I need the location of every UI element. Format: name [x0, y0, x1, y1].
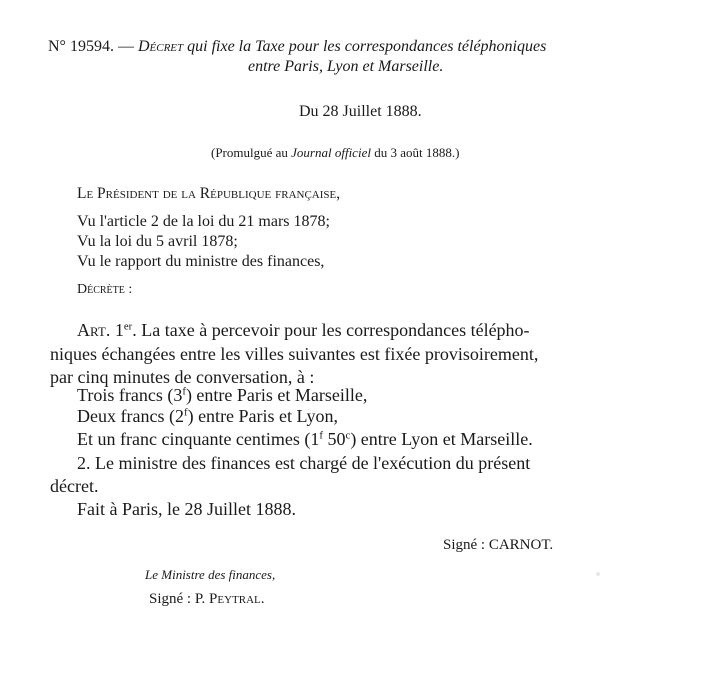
tariff-text: 50 [323, 429, 346, 449]
tariff-text: Deux francs (2 [77, 406, 184, 426]
tariff-text: Trois francs (3 [77, 385, 183, 405]
decree-word: Décret [137, 38, 184, 55]
decree-title-line-1 [48, 38, 546, 56]
tariff-sup: f [183, 406, 188, 419]
tariff-sup: f [182, 385, 186, 398]
tariff-paris-marseille [77, 385, 367, 406]
tariff-paris-lyon [77, 406, 338, 427]
decrete-heading: Décrète : [77, 282, 133, 297]
signature-peytral [149, 591, 265, 608]
promulgation-note [211, 145, 459, 161]
article-1-label: Art. 1 [77, 320, 124, 340]
signature-peytral-name: Peytral. [209, 591, 265, 607]
vu-article: Vu l'article 2 de la loi du 21 mars 1878; [77, 213, 330, 230]
article-1-line-2: niques échangées entre les villes suivantes est fixée provisoirement, [50, 344, 539, 364]
signature-carnot: Signé : CARNOT. [443, 537, 554, 553]
signature-peytral-prefix: Signé : P. [149, 591, 206, 607]
article-2-line-2: décret. [50, 476, 99, 496]
tariff-sup: c [345, 429, 351, 442]
president-heading: Le Président de la République française, [77, 185, 341, 202]
decree-title-line-2: entre Paris, Lyon et Marseille. [248, 58, 444, 75]
title-dash: — [117, 38, 134, 55]
tariff-text: Et un franc cinquante centimes (1 [77, 429, 320, 449]
article-2-line-1: 2. Le ministre des finances est chargé de l'exécution du présent [77, 453, 531, 473]
journal-officiel: Journal officiel [291, 145, 371, 160]
tariff-text: ) entre Lyon et Marseille. [350, 429, 533, 449]
article-1-line-1 [77, 320, 530, 341]
promulgation-suffix: du 3 août 1888.) [374, 145, 460, 160]
article-1-line-3: par cinq minutes de conversation, à : [50, 367, 315, 387]
tariff-lyon-marseille [77, 429, 533, 450]
vu-loi: Vu la loi du 5 avril 1878; [77, 233, 238, 250]
tariff-text: ) entre Paris et Marseille, [185, 385, 368, 405]
article-1-text: . La taxe à percevoir pour les correspondances télépho- [132, 320, 530, 340]
decree-title-rest: qui fixe la Taxe pour les correspondances téléphoniques [187, 38, 547, 55]
vu-rapport: Vu le rapport du ministre des finances, [77, 253, 325, 270]
promulgation-prefix: (Promulgué au [211, 145, 288, 160]
decree-number: N° 19594. [48, 38, 114, 55]
decree-date: Du 28 Juillet 1888. [299, 103, 422, 120]
tariff-sup: f [319, 429, 324, 442]
tariff-text: ) entre Paris et Lyon, [187, 406, 339, 426]
article-1-label-sup: er [123, 320, 133, 333]
ministre-title: Le Ministre des finances, [145, 567, 276, 582]
fait-a-paris: Fait à Paris, le 28 Juillet 1888. [77, 499, 296, 519]
paper-speck [596, 572, 600, 576]
